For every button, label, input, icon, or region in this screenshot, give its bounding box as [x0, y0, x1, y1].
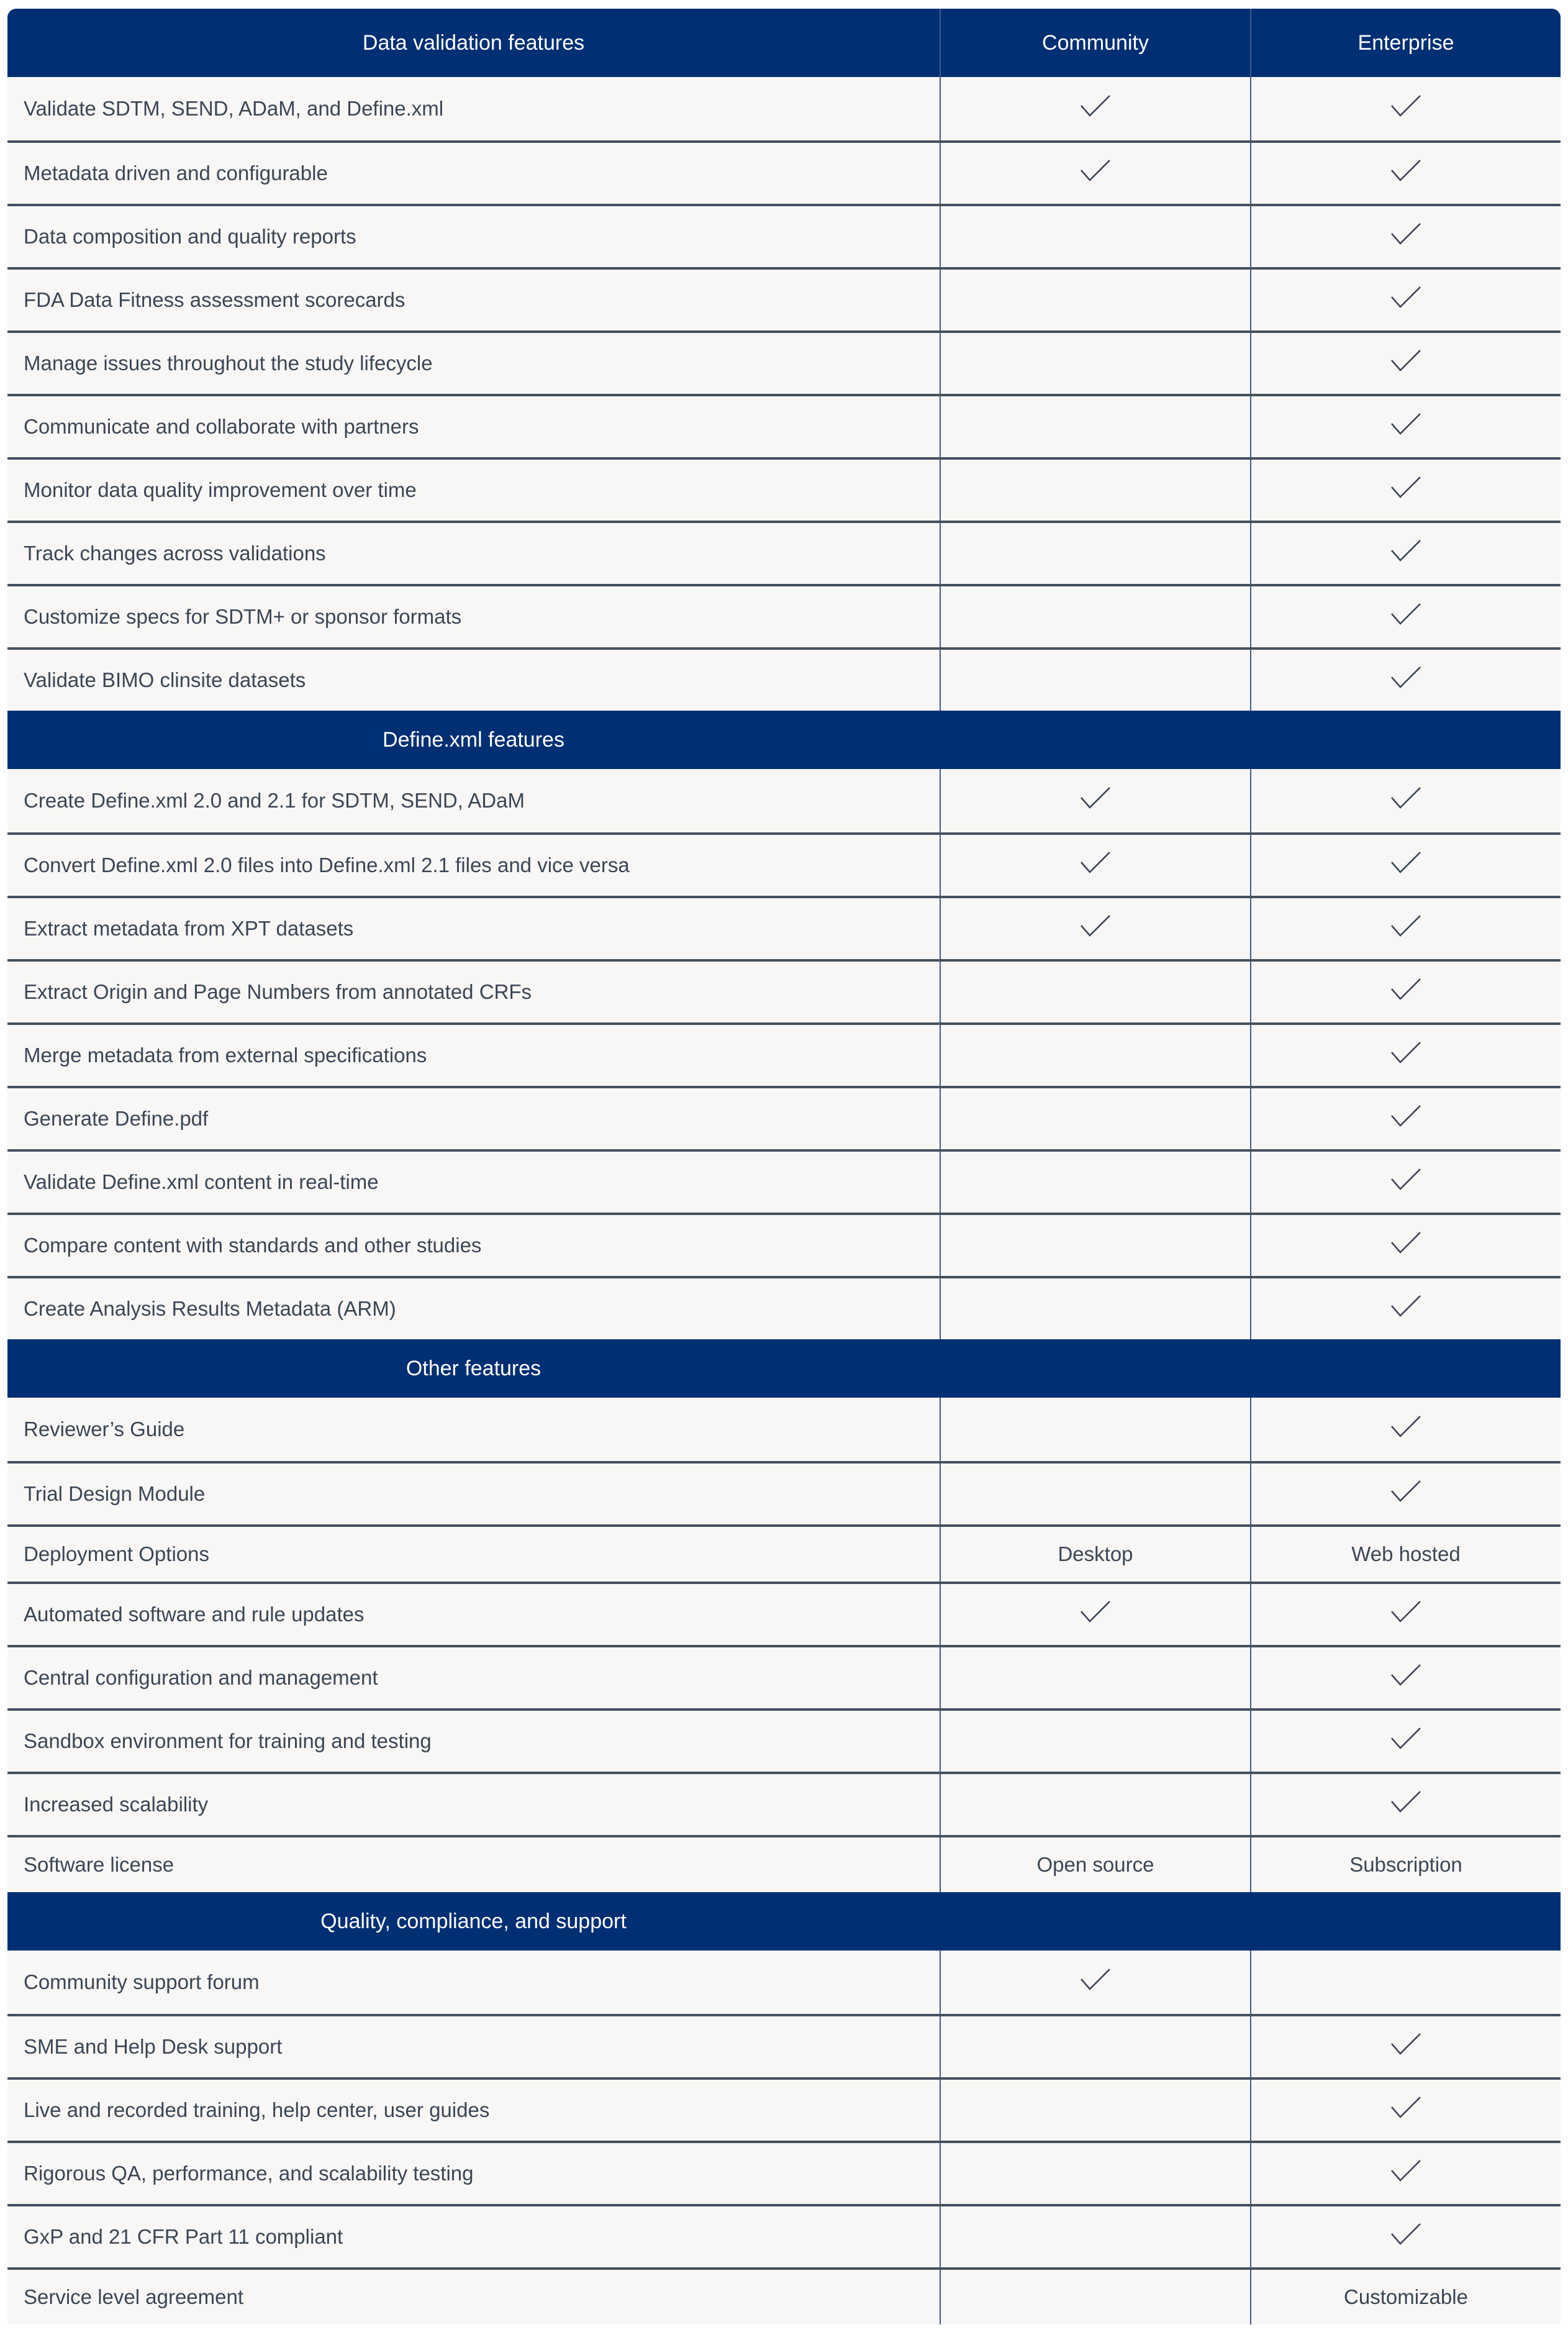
- enterprise-cell: [1250, 1088, 1561, 1149]
- community-cell: [940, 1837, 1250, 1892]
- community-cell: [940, 2016, 1250, 2077]
- check-icon: [1390, 786, 1421, 815]
- enterprise-cell: [1250, 206, 1561, 267]
- table-body: [7, 77, 1561, 2324]
- check-icon: [1390, 412, 1421, 441]
- table-row: [7, 204, 1561, 267]
- check-icon: [1390, 159, 1421, 188]
- feature-label: Validate BIMO clinsite datasets: [24, 668, 306, 691]
- check-icon: [1390, 2223, 1421, 2251]
- table-row: [7, 1951, 1561, 2014]
- check-icon: [1390, 222, 1421, 251]
- table-row: [7, 959, 1561, 1022]
- check-icon: [1080, 94, 1111, 123]
- enterprise-cell: [1250, 2143, 1561, 2204]
- table-row: [7, 896, 1561, 959]
- feature-label: Track changes across validations: [24, 542, 326, 565]
- enterprise-cell: [1250, 1398, 1561, 1461]
- section-header: [7, 711, 1561, 769]
- community-cell: [940, 1278, 1250, 1339]
- check-icon: [1390, 1041, 1421, 1070]
- enterprise-cell: [1250, 1025, 1561, 1086]
- enterprise-cell: [1250, 396, 1561, 457]
- enterprise-cell: [1250, 2016, 1561, 2077]
- table-row: [7, 1276, 1561, 1339]
- community-cell: [940, 1951, 1250, 2014]
- table-row: [7, 2141, 1561, 2204]
- table-row: [7, 1645, 1561, 1708]
- table-row: [7, 1086, 1561, 1149]
- feature-label: Trial Design Module: [24, 1482, 206, 1505]
- community-cell: [940, 769, 1250, 832]
- check-icon: [1390, 914, 1421, 943]
- community-cell: [940, 1215, 1250, 1276]
- community-cell: [940, 1398, 1250, 1461]
- enterprise-cell: [1250, 835, 1561, 896]
- check-icon: [1390, 1664, 1421, 1692]
- community-cell: [940, 270, 1250, 330]
- check-icon: [1080, 851, 1111, 880]
- feature-label: Data composition and quality reports: [24, 225, 356, 248]
- feature-label: Convert Define.xml 2.0 files into Define.xml 2.1 files and vice versa: [24, 854, 630, 876]
- table-row: [7, 330, 1561, 394]
- check-icon: [1390, 978, 1421, 1006]
- community-cell: [940, 77, 1250, 140]
- feature-label: Central configuration and management: [24, 1666, 378, 1689]
- check-icon: [1390, 1168, 1421, 1196]
- feature-label: Communicate and collaborate with partners: [24, 415, 419, 438]
- header-features: Data validation features: [362, 30, 585, 55]
- enterprise-cell: [1250, 143, 1561, 204]
- community-cell: [940, 333, 1250, 394]
- section-header: [7, 1339, 1561, 1398]
- check-icon: [1080, 1600, 1111, 1629]
- check-icon: [1390, 94, 1421, 123]
- section-title: Other features: [406, 1356, 542, 1380]
- table-header: [7, 9, 1561, 77]
- check-icon: [1390, 1727, 1421, 1755]
- table-row: [7, 769, 1561, 832]
- check-icon: [1080, 914, 1111, 943]
- feature-label: Compare content with standards and other studies: [24, 1234, 482, 1257]
- enterprise-cell: [1250, 1464, 1561, 1524]
- check-icon: [1390, 1790, 1421, 1819]
- community-cell: [940, 523, 1250, 584]
- feature-label: SME and Help Desk support: [24, 2035, 283, 2058]
- enterprise-cell: [1250, 962, 1561, 1022]
- enterprise-cell: [1250, 769, 1561, 832]
- table-row: [7, 584, 1561, 647]
- enterprise-cell: [1250, 1711, 1561, 1772]
- feature-label: Monitor data quality improvement over time: [24, 478, 417, 501]
- table-row: [7, 394, 1561, 457]
- check-icon: [1080, 159, 1111, 188]
- table-row: [7, 1213, 1561, 1276]
- table-row: [7, 2204, 1561, 2267]
- table-row: [7, 521, 1561, 584]
- community-cell: [940, 2143, 1250, 2204]
- feature-label: Merge metadata from external specifications: [24, 1044, 427, 1067]
- enterprise-cell: [1250, 333, 1561, 394]
- table-row: [7, 832, 1561, 896]
- enterprise-cell: [1250, 270, 1561, 330]
- community-cell: [940, 1088, 1250, 1149]
- enterprise-cell: [1250, 586, 1561, 647]
- table-row: [7, 2077, 1561, 2141]
- section-title: Quality, compliance, and support: [320, 1909, 627, 1933]
- feature-comparison-table: [7, 9, 1561, 2324]
- feature-label: Automated software and rule updates: [24, 1603, 365, 1626]
- community-cell: [940, 586, 1250, 647]
- table-row: [7, 1772, 1561, 1835]
- enterprise-cell: [1250, 1647, 1561, 1708]
- feature-label: FDA Data Fitness assessment scorecards: [24, 288, 406, 311]
- enterprise-cell: [1250, 1278, 1561, 1339]
- section-title: Define.xml features: [383, 727, 564, 752]
- check-icon: [1080, 1968, 1111, 1996]
- enterprise-value: Web hosted: [1351, 1542, 1461, 1565]
- feature-label: Live and recorded training, help center, user guides: [24, 2098, 490, 2121]
- community-cell: [940, 2270, 1250, 2324]
- check-icon: [1390, 851, 1421, 880]
- enterprise-cell: [1250, 2080, 1561, 2141]
- check-icon: [1390, 1415, 1421, 1444]
- feature-label: Manage issues throughout the study lifecycle: [24, 352, 433, 375]
- check-icon: [1390, 2096, 1421, 2124]
- enterprise-cell: [1250, 898, 1561, 959]
- check-icon: [1390, 2159, 1421, 2188]
- feature-label: Generate Define.pdf: [24, 1107, 209, 1130]
- table-row: [7, 1022, 1561, 1086]
- table-row: [7, 1835, 1561, 1892]
- enterprise-cell: [1250, 1527, 1561, 1582]
- community-cell: [940, 396, 1250, 457]
- community-cell: [940, 1527, 1250, 1582]
- check-icon: [1390, 476, 1421, 504]
- table-row: [7, 647, 1561, 711]
- feature-label: Customize specs for SDTM+ or sponsor formats: [24, 605, 462, 628]
- enterprise-cell: [1250, 650, 1561, 711]
- check-icon: [1080, 786, 1111, 815]
- header-enterprise: Enterprise: [1250, 9, 1561, 77]
- community-cell: [940, 962, 1250, 1022]
- community-cell: [940, 1025, 1250, 1086]
- feature-label: Extract metadata from XPT datasets: [24, 917, 354, 940]
- table-row: [7, 1708, 1561, 1772]
- enterprise-value: Subscription: [1349, 1853, 1462, 1876]
- table-row: [7, 2014, 1561, 2077]
- table-row: [7, 77, 1561, 140]
- check-icon: [1390, 539, 1421, 568]
- community-cell: [940, 650, 1250, 711]
- feature-label: Increased scalability: [24, 1793, 209, 1816]
- enterprise-cell: [1250, 1215, 1561, 1276]
- enterprise-value: Customizable: [1344, 2285, 1468, 2308]
- community-cell: [940, 206, 1250, 267]
- feature-label: Validate SDTM, SEND, ADaM, and Define.xml: [24, 97, 444, 120]
- enterprise-cell: [1250, 1584, 1561, 1645]
- check-icon: [1390, 1295, 1421, 1323]
- check-icon: [1390, 1231, 1421, 1260]
- enterprise-cell: [1250, 1951, 1561, 2014]
- community-cell: [940, 1152, 1250, 1213]
- feature-label: Metadata driven and configurable: [24, 162, 328, 184]
- community-cell: [940, 898, 1250, 959]
- enterprise-cell: [1250, 2270, 1561, 2324]
- header-community: Community: [940, 9, 1250, 77]
- enterprise-cell: [1250, 1152, 1561, 1213]
- check-icon: [1390, 349, 1421, 378]
- table-row: [7, 2267, 1561, 2324]
- check-icon: [1390, 603, 1421, 631]
- check-icon: [1390, 666, 1421, 694]
- feature-label: Service level agreement: [24, 2285, 244, 2308]
- table-row: [7, 1524, 1561, 1582]
- check-icon: [1390, 1480, 1421, 1508]
- community-cell: [940, 1774, 1250, 1835]
- feature-label: Create Define.xml 2.0 and 2.1 for SDTM, SEND, ADaM: [24, 789, 525, 812]
- community-value: Open source: [1036, 1853, 1154, 1876]
- community-cell: [940, 1711, 1250, 1772]
- feature-label: Validate Define.xml content in real-time: [24, 1170, 379, 1193]
- enterprise-cell: [1250, 1774, 1561, 1835]
- feature-label: Deployment Options: [24, 1542, 209, 1565]
- section-header: [7, 1892, 1561, 1951]
- feature-label: Reviewer’s Guide: [24, 1418, 185, 1441]
- feature-label: Rigorous QA, performance, and scalability testing: [24, 2162, 474, 2185]
- check-icon: [1390, 1600, 1421, 1629]
- community-cell: [940, 460, 1250, 521]
- community-value: Desktop: [1058, 1542, 1133, 1565]
- check-icon: [1390, 2033, 1421, 2061]
- table-row: [7, 1461, 1561, 1524]
- table-row: [7, 1398, 1561, 1461]
- community-cell: [940, 1647, 1250, 1708]
- feature-label: Extract Origin and Page Numbers from annotated CRFs: [24, 980, 532, 1003]
- community-cell: [940, 1464, 1250, 1524]
- table-row: [7, 457, 1561, 521]
- enterprise-cell: [1250, 77, 1561, 140]
- table-row: [7, 140, 1561, 204]
- feature-label: GxP and 21 CFR Part 11 compliant: [24, 2225, 343, 2248]
- check-icon: [1390, 286, 1421, 314]
- community-cell: [940, 2080, 1250, 2141]
- enterprise-cell: [1250, 2206, 1561, 2267]
- feature-label: Software license: [24, 1853, 174, 1876]
- feature-label: Sandbox environment for training and testing: [24, 1729, 432, 1752]
- community-cell: [940, 835, 1250, 896]
- check-icon: [1390, 1104, 1421, 1133]
- community-cell: [940, 1584, 1250, 1645]
- table-row: [7, 1582, 1561, 1645]
- table-row: [7, 1149, 1561, 1213]
- table-row: [7, 267, 1561, 330]
- enterprise-cell: [1250, 523, 1561, 584]
- feature-label: Community support forum: [24, 1970, 260, 1993]
- community-cell: [940, 143, 1250, 204]
- community-cell: [940, 2206, 1250, 2267]
- feature-label: Create Analysis Results Metadata (ARM): [24, 1297, 396, 1320]
- enterprise-cell: [1250, 1837, 1561, 1892]
- enterprise-cell: [1250, 460, 1561, 521]
